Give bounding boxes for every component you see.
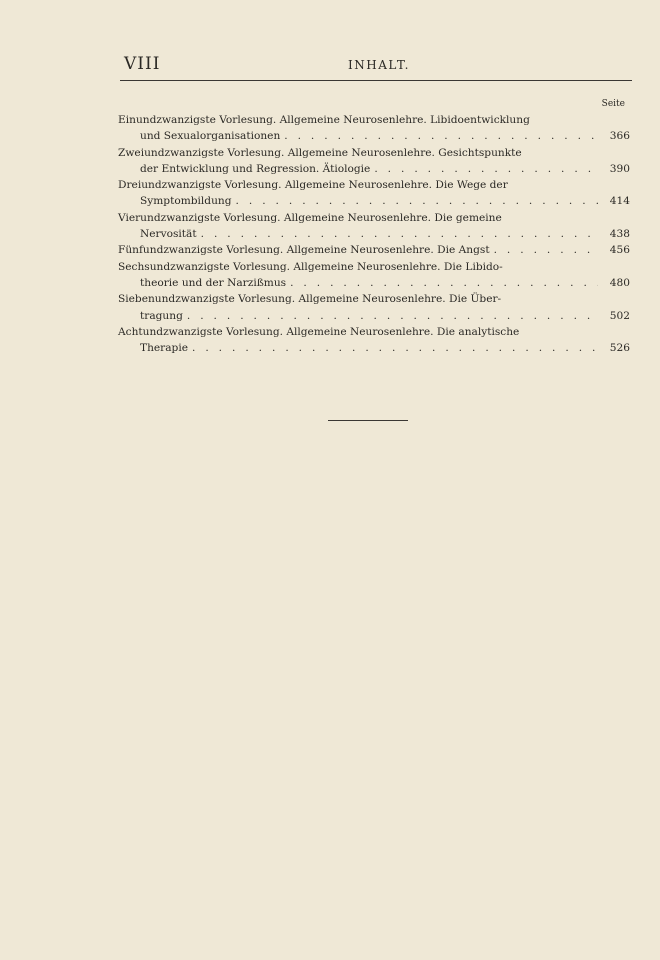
toc-entry-line2 xyxy=(118,128,630,144)
page-number: VIII xyxy=(124,54,161,74)
page-column-label: Seite xyxy=(601,99,625,109)
toc-entry-text: Symptombildung xyxy=(140,195,232,208)
dot-leader xyxy=(374,161,598,177)
toc-page-number: 390 xyxy=(609,162,630,175)
dot-leader xyxy=(201,226,598,242)
dot-leader xyxy=(494,242,598,258)
toc-entry-text: Therapie xyxy=(140,342,188,355)
toc-entry xyxy=(118,177,630,210)
dot-leader xyxy=(236,193,598,209)
dot-leader xyxy=(284,128,598,144)
toc-entry xyxy=(118,291,630,324)
page-header xyxy=(120,54,632,80)
toc-entry xyxy=(118,324,630,357)
running-title: INHALT. xyxy=(348,58,410,72)
toc-entry-line2 xyxy=(118,193,630,209)
toc-entry xyxy=(118,112,630,145)
table-of-contents xyxy=(118,112,630,356)
toc-page-number: 438 xyxy=(609,228,630,241)
section-end-rule xyxy=(328,420,408,421)
toc-entry-text: theorie und der Narzißmus xyxy=(140,276,287,289)
toc-entry-line2 xyxy=(118,161,630,177)
header-rule xyxy=(120,80,632,81)
toc-entry xyxy=(118,145,630,178)
toc-entry-line1: Vierundzwanzigste Vorlesung. Allgemeine Neurosenlehre. Die gemeine xyxy=(118,211,502,224)
toc-entry-line1: Sechsundzwanzigste Vorlesung. Allgemeine Neurosenlehre. Die Libido- xyxy=(118,260,503,273)
toc-entry xyxy=(118,242,630,258)
toc-entry-line2 xyxy=(118,340,630,356)
toc-entry-line1: Siebenundzwanzigste Vorlesung. Allgemeine Neurosenlehre. Die Über- xyxy=(118,293,502,306)
toc-entry-line1 xyxy=(118,242,630,258)
toc-entry xyxy=(118,259,630,292)
toc-entry-line1: Achtundzwanzigste Vorlesung. Allgemeine Neurosenlehre. Die analytische xyxy=(118,325,520,338)
toc-page-number: 366 xyxy=(609,130,630,143)
toc-entry-text: Nervosität xyxy=(140,228,197,241)
dot-leader xyxy=(187,308,598,324)
toc-page-number: 480 xyxy=(609,276,630,289)
toc-page-number: 456 xyxy=(609,244,630,257)
toc-entry-line2 xyxy=(118,308,630,324)
toc-entry-text: der Entwicklung und Regression. Ätiologie xyxy=(140,162,371,175)
toc-entry-text: Fünfundzwanzigste Vorlesung. Allgemeine Neurosenlehre. Die Angst xyxy=(118,244,490,257)
toc-entry-line1: Einundzwanzigste Vorlesung. Allgemeine Neurosenlehre. Libidoentwicklung xyxy=(118,114,530,126)
toc-entry-text: tragung xyxy=(140,309,183,322)
dot-leader xyxy=(290,275,598,291)
toc-entry-line2 xyxy=(118,226,630,242)
toc-page-number: 526 xyxy=(609,342,630,355)
toc-entry xyxy=(118,210,630,243)
toc-entry-text: und Sexualorganisationen xyxy=(140,130,281,143)
toc-page-number: 414 xyxy=(609,195,630,208)
toc-entry-line2 xyxy=(118,275,630,291)
dot-leader xyxy=(192,340,598,356)
toc-page-number: 502 xyxy=(609,309,630,322)
toc-entry-line1: Dreiundzwanzigste Vorlesung. Allgemeine Neurosenlehre. Die Wege der xyxy=(118,179,508,192)
toc-entry-line1: Zweiundzwanzigste Vorlesung. Allgemeine Neurosenlehre. Gesichtspunkte xyxy=(118,146,522,159)
